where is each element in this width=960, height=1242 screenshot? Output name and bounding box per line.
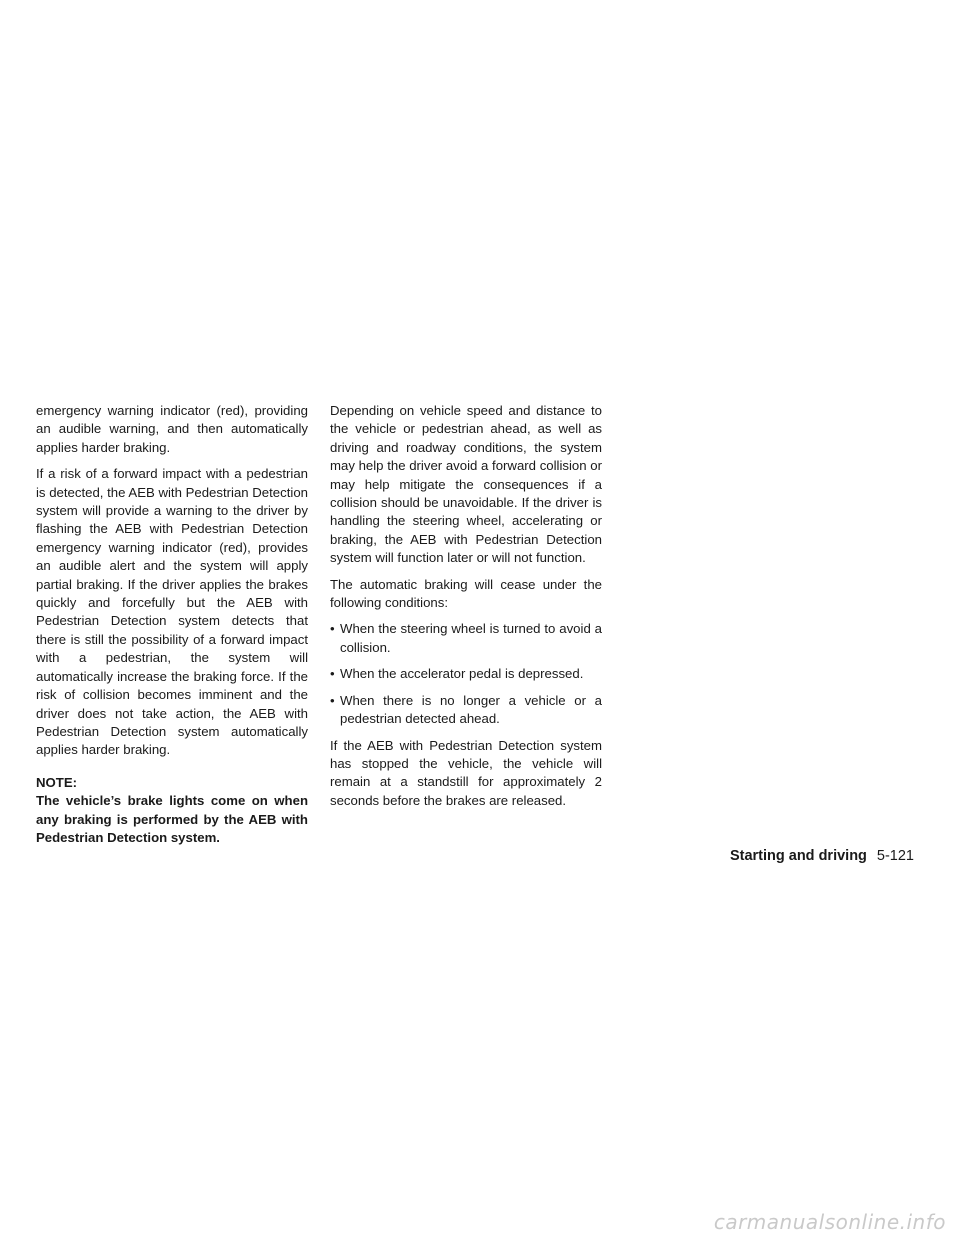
paragraph-warning-continued: emergency warning indicator (red), providing an audible warning, and then automatically applies harder braking. bbox=[36, 403, 308, 455]
list-item-text: When there is no longer a vehicle or a pedestrian detected ahead. bbox=[340, 692, 602, 727]
note-heading: NOTE: bbox=[36, 774, 78, 790]
list-item bbox=[330, 692, 602, 729]
note-body: The vehicle’s brake lights come on when any braking is performed by the AEB with Pedestrian Detection system. bbox=[36, 793, 308, 845]
page-number: 5-121 bbox=[876, 848, 914, 864]
right-column bbox=[330, 402, 602, 818]
list-item-text: When the steering wheel is turned to avoid a collision. bbox=[340, 621, 602, 655]
paragraph-cease-conditions: The automatic braking will cease under the following conditions: bbox=[330, 576, 602, 611]
list-item-text: When the accelerator pedal is depressed. bbox=[340, 666, 584, 682]
paragraph-standstill: If the AEB with Pedestrian Detection system has stopped the vehicle, the vehicle will remain at a standstill for approximately 2 seconds before the brakes are released. bbox=[330, 737, 602, 808]
paragraph-pedestrian-risk: If a risk of a forward impact with a pedestrian is detected, the AEB with Pedestrian Detection system will provide a warning to the driver by flashing the AEB with Pedestrian Detection emergency warning indicator (red), provides an audible alert and the system will apply partial braking. If the driver applies the brakes quickly and forcefully but the AEB with Pedestrian Detection system detects that there is still the possibility of a forward impact with a pedestrian, the system will automatically increase the braking force. If the risk of collision becomes imminent and the driver does not take action, the AEB with Pedestrian Detection system automatically applies harder braking. bbox=[36, 466, 308, 758]
list-item bbox=[330, 620, 602, 657]
watermark: carmanualsonline.info bbox=[713, 1210, 946, 1234]
bullet-icon: • bbox=[330, 692, 335, 708]
left-column bbox=[36, 402, 308, 847]
page-footer bbox=[730, 848, 914, 864]
bullet-icon: • bbox=[330, 621, 335, 637]
conditions-list bbox=[330, 620, 602, 728]
bullet-icon: • bbox=[330, 666, 335, 682]
paragraph-speed-distance: Depending on vehicle speed and distance to the vehicle or pedestrian ahead, as well as driving and roadway conditions, the system may help the driver avoid a forward collision or may help mitigate the consequences if a collision should be unavoidable. If the driver is handling the steering wheel, accelerating or braking, the AEB with Pedestrian Detection system will function later or will not function. bbox=[330, 403, 602, 566]
list-item bbox=[330, 665, 602, 683]
footer-section-title: Starting and driving bbox=[729, 848, 867, 864]
